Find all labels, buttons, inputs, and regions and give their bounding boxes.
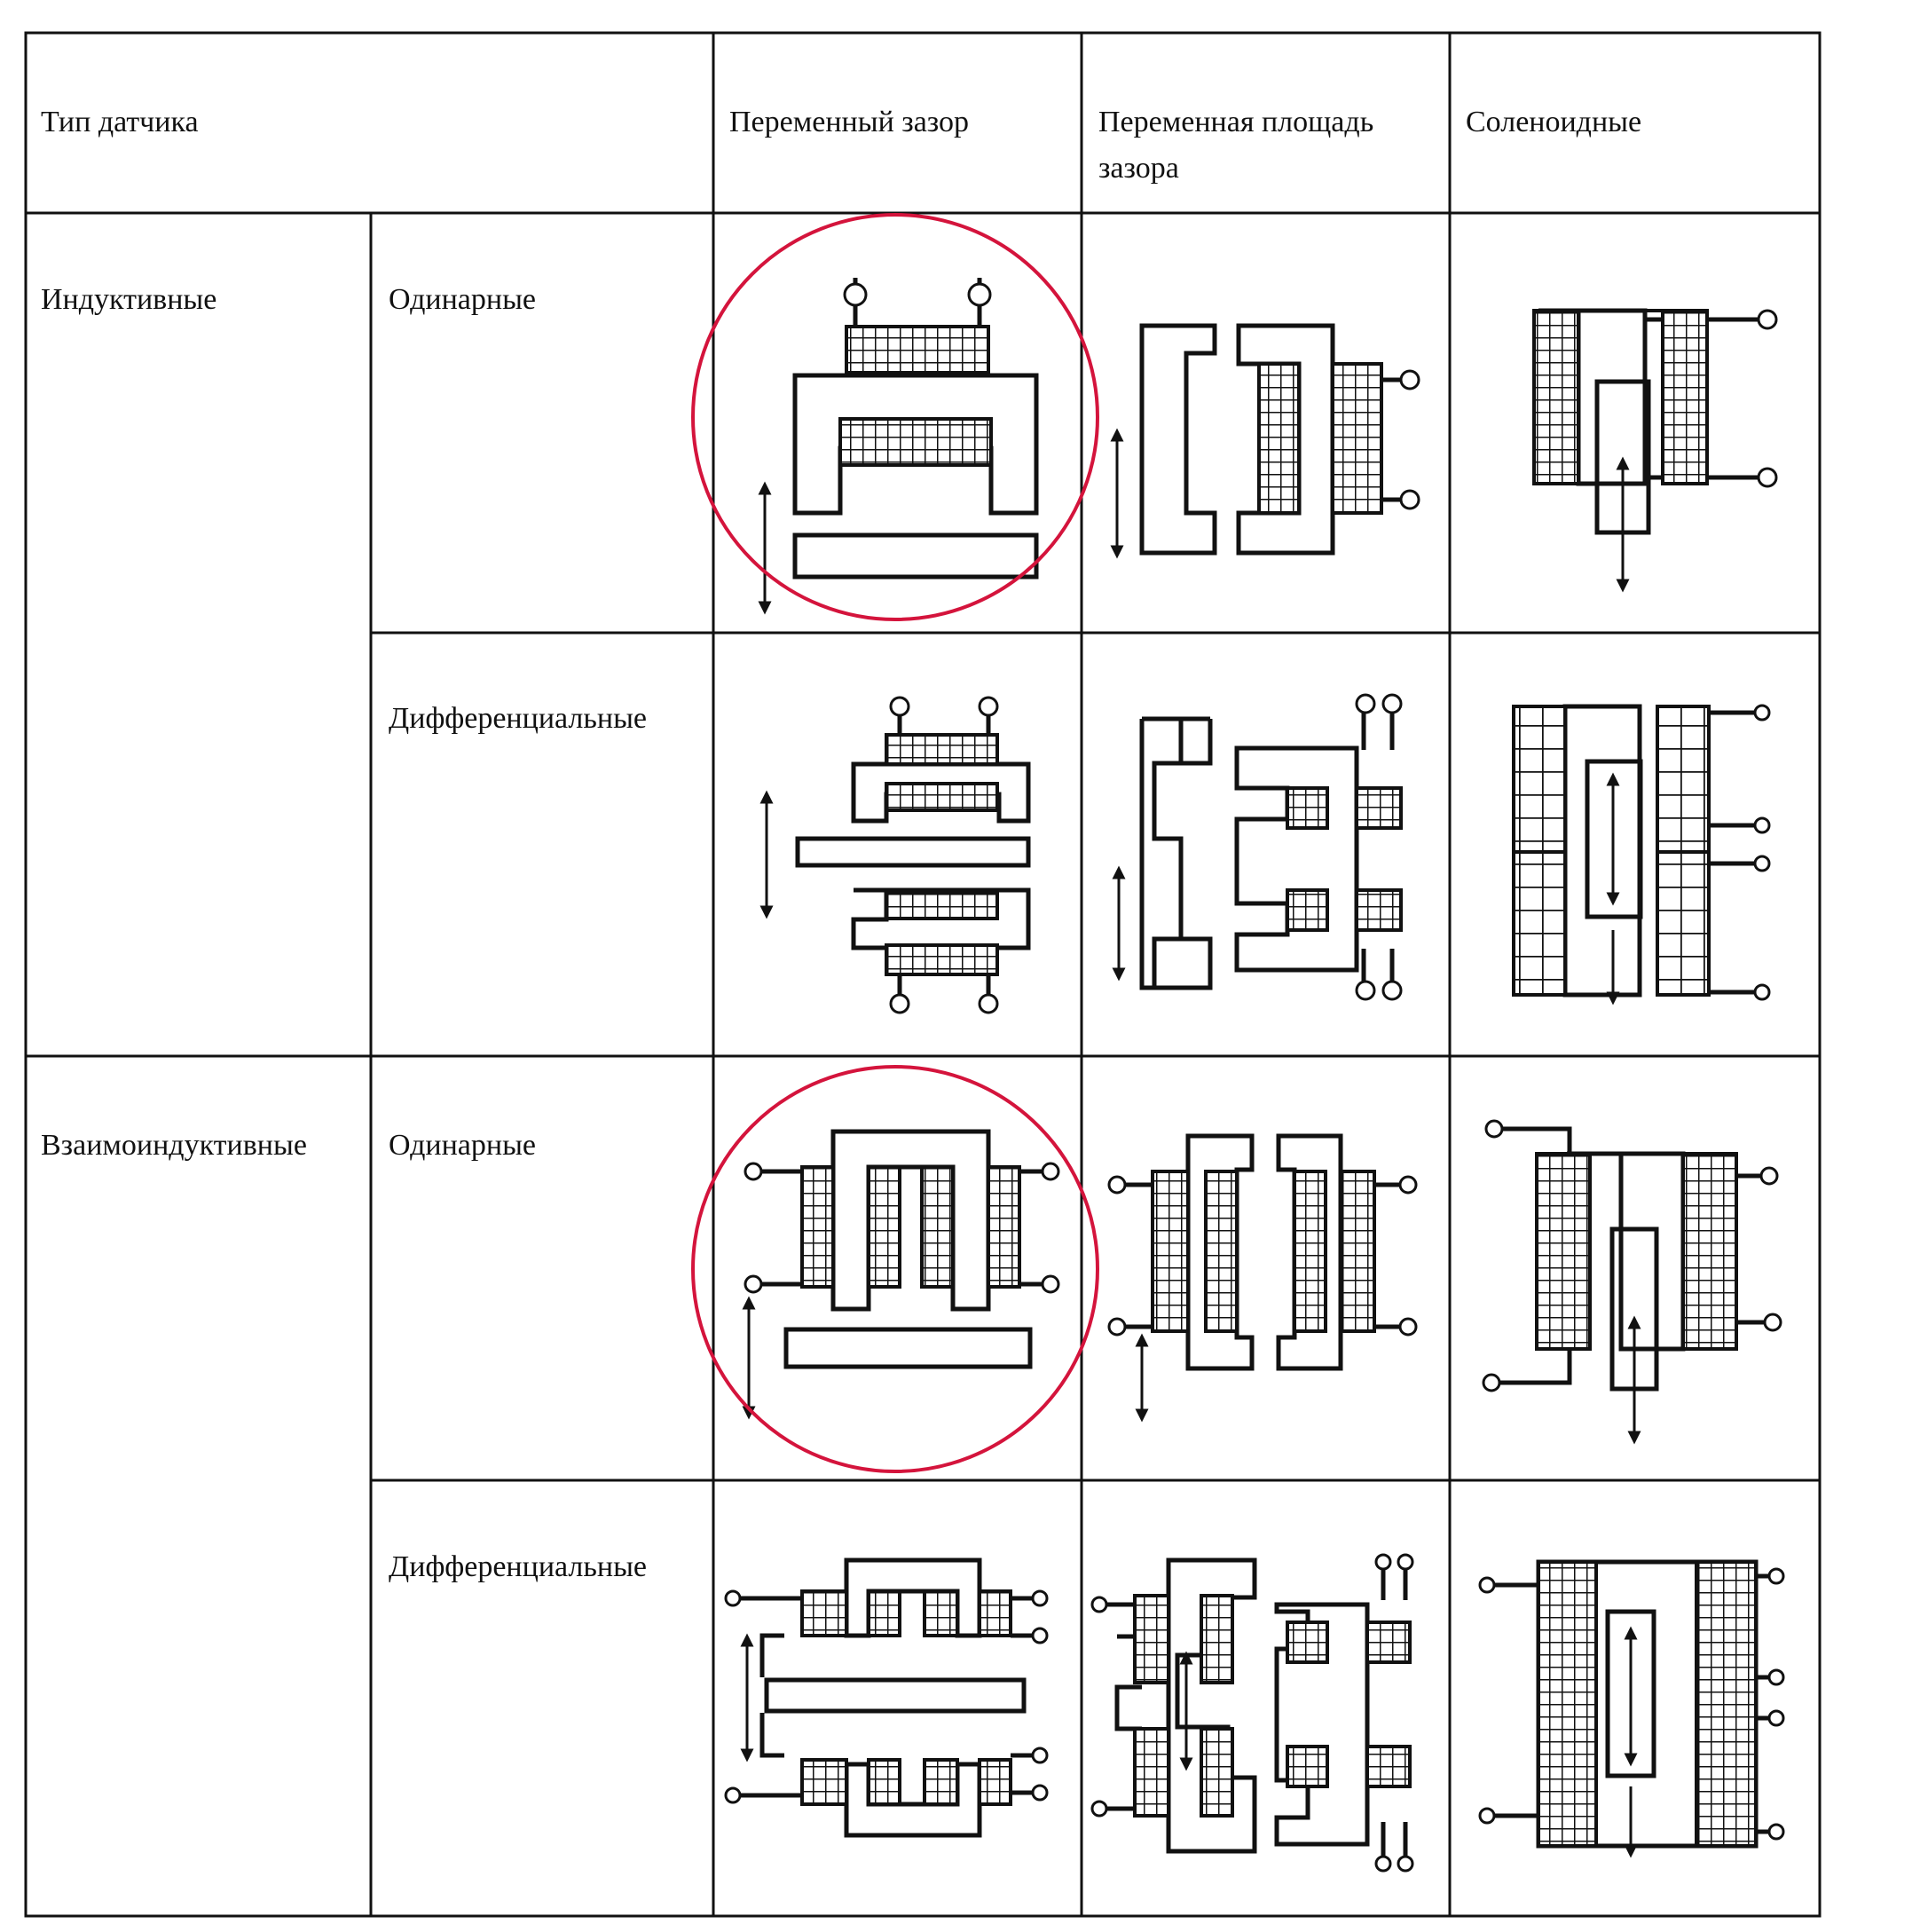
header-variable-area: Переменная площадь зазора (1098, 106, 1374, 185)
row-single-2: Одинарные (389, 1129, 537, 1162)
terminal-icon (1401, 371, 1419, 509)
terminal-icon (1759, 311, 1776, 486)
row-mutual-inductive: Взаимоиндуктивные (41, 1129, 307, 1162)
row-differential-2: Дифференциальные (389, 1550, 648, 1583)
row-differential-1: Дифференциальные (389, 702, 648, 735)
row-inductive: Индуктивные (41, 283, 217, 316)
header-variable-gap: Переменный зазор (729, 106, 970, 138)
header-sensor-type: Тип датчика (41, 106, 199, 138)
row-single-1: Одинарные (389, 283, 537, 316)
terminal-icon (1755, 706, 1769, 999)
header-solenoid: Соленоидные (1466, 106, 1642, 138)
terminal-icon (845, 284, 990, 305)
